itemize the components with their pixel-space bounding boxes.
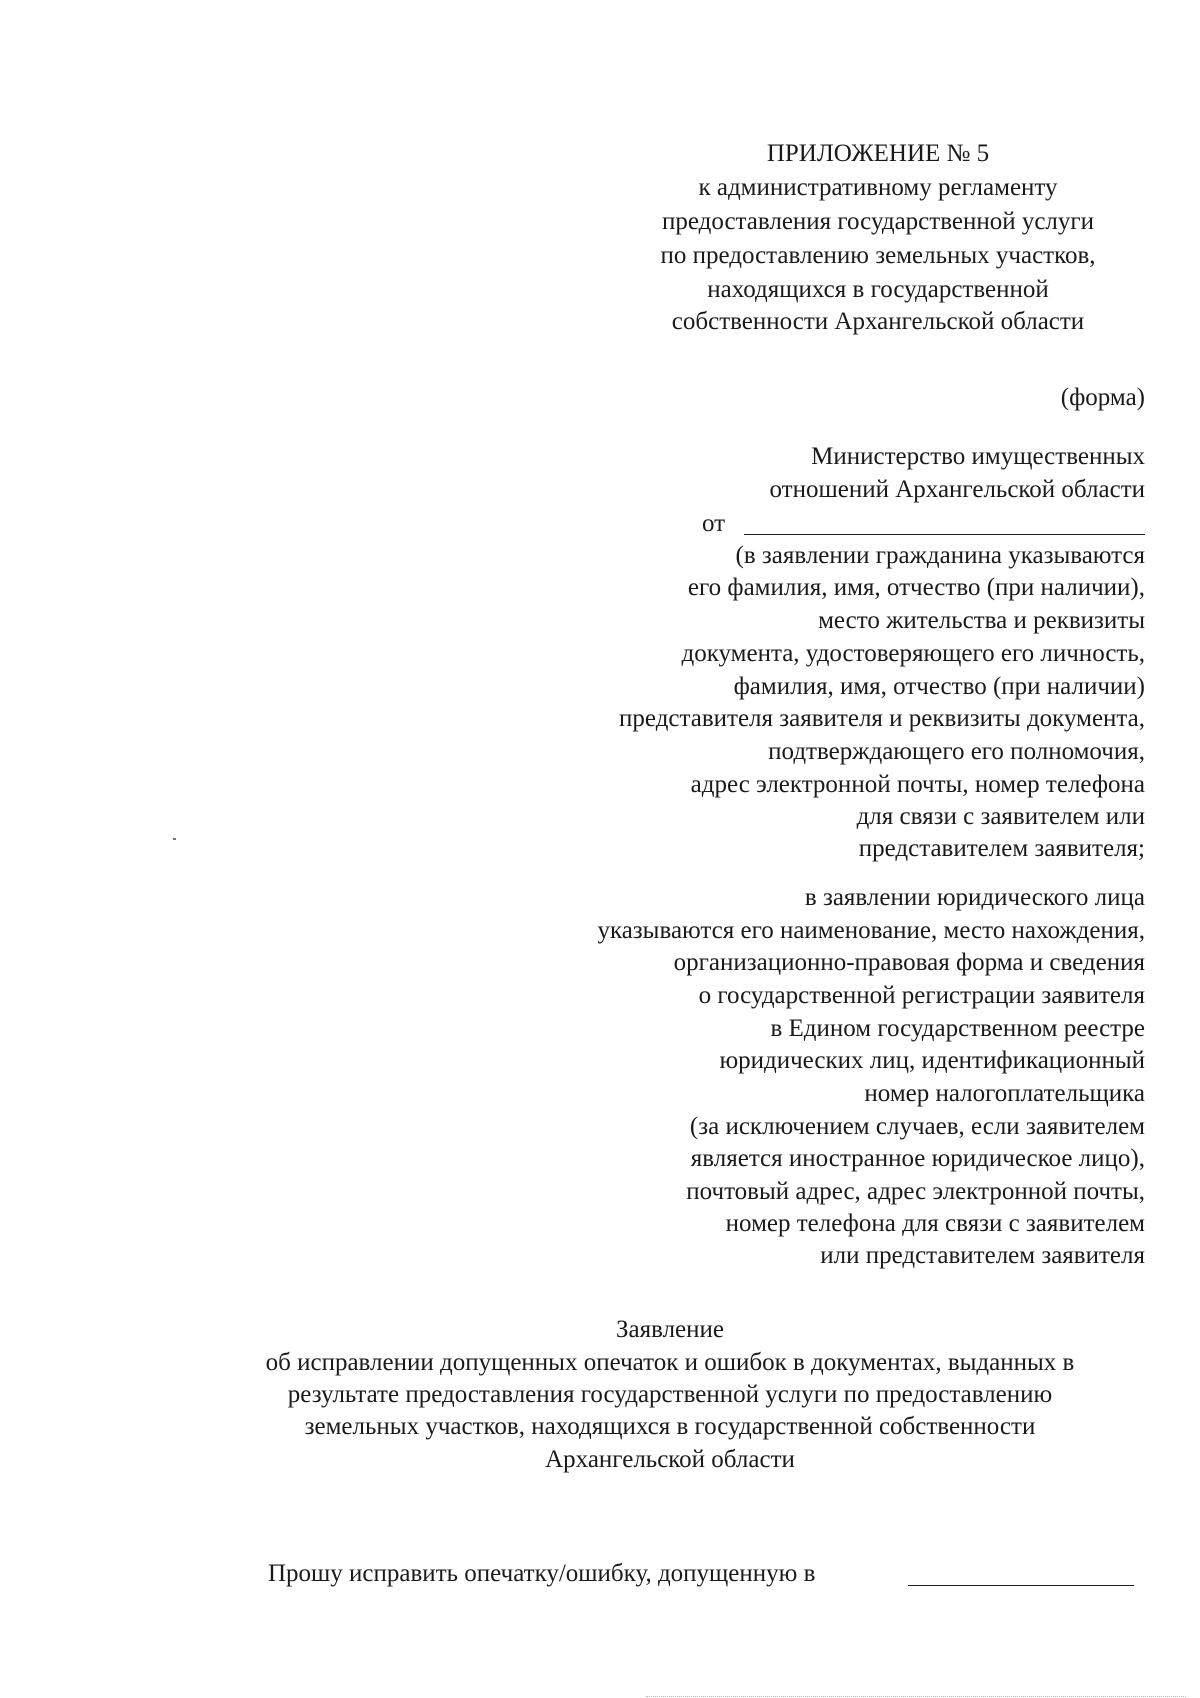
citizen-instruction-line: представителя заявителя и реквизиты документа, [619,705,1145,732]
statement-subtitle-line: земельных участков, находящихся в государственной собственности [304,1413,1036,1440]
appendix-line: по предоставлению земельных участков, [660,242,1096,269]
citizen-instruction-line: адрес электронной почты, номер телефона [690,771,1145,798]
request-blank-line [908,1585,1134,1586]
from-field [702,508,1145,540]
appendix-title: ПРИЛОЖЕНИЕ № 5 [766,140,990,167]
ministry-line: отношений Архангельской области [769,476,1145,503]
from-label: от [702,510,726,537]
citizen-instruction-line: его фамилия, имя, отчество (при наличии), [687,574,1145,601]
statement-heading: Заявление [615,1316,725,1343]
legal-instruction-line: (за исключением случаев, если заявителем [689,1113,1145,1140]
legal-instruction-line: в Едином государственном реестре [770,1015,1145,1042]
legal-instruction-line: или представителем заявителя [820,1242,1145,1269]
ministry-line: Министерство имущественных [811,443,1145,470]
legal-instruction-line: является иностранное юридическое лицо), [690,1145,1145,1172]
citizen-instruction-line: для связи с заявителем или [856,803,1145,830]
legal-instruction-line: о государственной регистрации заявителя [698,982,1145,1009]
citizen-instruction-line: подтверждающего его полномочия, [768,738,1145,765]
statement-subtitle-line: об исправлении допущенных опечаток и ошибок в документах, выданных в [265,1349,1075,1376]
legal-instruction-line: организационно-правовая форма и сведения [673,949,1145,976]
legal-instruction-line: юридических лиц, идентификационный [719,1047,1145,1074]
legal-instruction-line: номер налогоплательщика [864,1080,1145,1107]
page-edge-rule [646,1696,1186,1697]
appendix-line: собственности Архангельской области [671,308,1085,335]
citizen-instruction-line: фамилия, имя, отчество (при наличии) [733,673,1145,700]
citizen-instruction-line: представителем заявителя; [858,835,1145,862]
request-text: Прошу исправить опечатку/ошибку, допущенную в [268,1560,816,1587]
appendix-line: к административному регламенту [698,174,1058,201]
statement-subtitle-line: результате предоставления государственной услуги по предоставлению [287,1381,1053,1408]
legal-instruction-line: почтовый адрес, адрес электронной почты, [686,1178,1145,1205]
scan-speck [173,838,176,840]
form-label: (форма) [1060,384,1145,411]
statement-subtitle-line: Архангельской области [545,1446,795,1473]
legal-instruction-line: указываются его наименование, место нахождения, [597,917,1145,944]
citizen-instruction-line: (в заявлении гражданина указываются [735,542,1145,569]
from-blank-line [744,534,1145,535]
legal-instruction-line: номер телефона для связи с заявителем [725,1210,1145,1237]
citizen-instruction-line: место жительства и реквизиты [818,607,1145,634]
citizen-instruction-line: документа, удостоверяющего его личность, [681,640,1145,667]
appendix-line: предоставления государственной услуги [661,208,1095,235]
appendix-line: находящихся в государственной [707,276,1049,303]
legal-instruction-line: в заявлении юридического лица [804,884,1145,911]
